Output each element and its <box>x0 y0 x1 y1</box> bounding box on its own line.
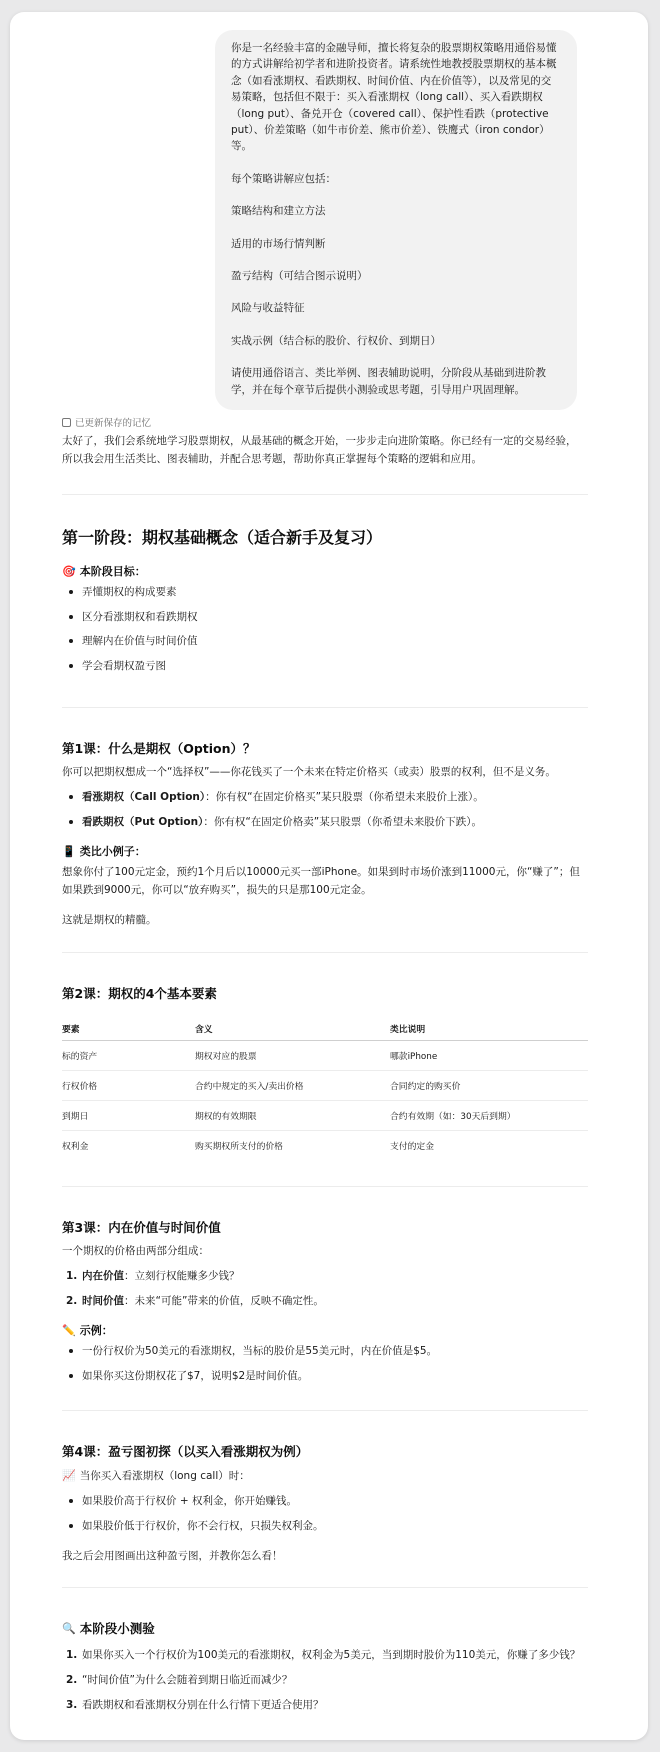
user-prompt-para: 盈亏结构（可结合图示说明） <box>231 270 368 283</box>
lesson1-text: 你可以把期权想成一个“选择权”——你花钱买了一个未来在特定价格买（或卖）股票的权利，但不是义务。 <box>62 766 556 778</box>
phone-icon: 📱 <box>62 844 76 858</box>
divider <box>62 1186 588 1187</box>
item-text: ：未来“可能”带来的价值，反映不确定性。 <box>124 1295 324 1307</box>
lesson4-closing: 我之后会用图画出这种盈亏图，并教你怎么看！ <box>62 1550 283 1562</box>
stage1-goal-heading <box>62 563 146 579</box>
table-row <box>62 1130 588 1160</box>
example-title: 示例： <box>79 1324 113 1337</box>
divider <box>62 707 588 708</box>
list-item: 学会看期权盈亏图 <box>62 657 588 682</box>
user-prompt-para: 适用的市场行情判断 <box>231 237 326 250</box>
elements-table <box>62 1018 588 1160</box>
goal-title: 本阶段目标： <box>79 565 146 578</box>
divider <box>62 952 588 953</box>
analogy-text: 想象你付了100元定金，预约1个月后以10000元买一部iPhone。如果到时市场价涨到11000元，你“赚了”；但如果跌到9000元，你可以“放弃购买”，损失的只是那100元定金。 <box>62 866 580 896</box>
memory-note-text: 已更新保存的记忆 <box>75 418 152 429</box>
table-cell: 期权对应的股票 <box>195 1040 390 1070</box>
user-prompt-para: 请使用通俗语言、类比举例、图表辅助说明，分阶段从基础到进阶教学，并在每个章节后提供小测验或思考题，引导用户巩固理解。 <box>231 367 546 396</box>
call-label: 看涨期权（Call Option） <box>82 791 206 803</box>
table-cell: 权利金 <box>62 1141 89 1152</box>
user-prompt-para: 策略结构和建立方法 <box>231 205 326 218</box>
table-row <box>62 1100 588 1130</box>
divider <box>62 1410 588 1411</box>
table-header: 要素 <box>62 1018 195 1040</box>
example-heading <box>62 1322 113 1338</box>
memory-updated-note[interactable] <box>62 415 151 429</box>
lesson4-list <box>62 1492 588 1541</box>
put-text: ：你有权“在固定价格卖”某只股票（你希望未来股价下跌）。 <box>203 815 482 828</box>
quiz-question: 如果你买入一个行权价为100美元的看涨期权，权利金为5美元，当到期时股价为110美元，你赚了多少钱？ <box>82 1649 581 1661</box>
list-item: 1. 内在价值：立刻行权能赚多少钱？ <box>66 1270 240 1282</box>
table-cell: 合同约定的购买价 <box>390 1070 588 1100</box>
table-cell: 到期日 <box>62 1100 195 1130</box>
table-cell: 行权价格 <box>62 1070 195 1100</box>
lesson1-conclusion: 这就是期权的精髓。 <box>62 914 157 926</box>
item-label: 时间价值 <box>82 1295 124 1307</box>
user-prompt-para: 每个策略讲解应包括： <box>231 172 336 185</box>
chat-window <box>10 12 648 1740</box>
quiz-question: 看跌期权和看涨期权分别在什么行情下更适合使用？ <box>82 1699 324 1711</box>
table-cell: 支付的定金 <box>390 1141 434 1152</box>
list-item: 如果你买这份期权花了$7，说明$2是时间价值。 <box>62 1367 588 1392</box>
target-icon: 🎯 <box>62 564 76 578</box>
quiz-title: 本阶段小测验 <box>79 1621 155 1636</box>
table-cell: 哪款iPhone <box>390 1040 588 1070</box>
lesson3-examples <box>62 1342 588 1391</box>
divider <box>62 1587 588 1588</box>
stage1-goals-list <box>62 583 588 681</box>
table-header-row <box>62 1018 588 1040</box>
list-item <box>62 788 588 813</box>
list-item: 3. 看跌期权和看涨期权分别在什么行情下更适合使用？ <box>66 1699 324 1711</box>
analogy-heading <box>62 843 146 859</box>
divider <box>62 494 588 495</box>
list-item: 一份行权价为50美元的看涨期权，当标的股价是55美元时，内在价值是$5。 <box>62 1342 588 1367</box>
list-item: 2. 时间价值：未来“可能”带来的价值，反映不确定性。 <box>66 1295 324 1307</box>
stage1-title: 第一阶段：期权基础概念（适合新手及复习） <box>62 528 383 547</box>
lesson4-lead: 当你买入看涨期权（long call）时： <box>79 1470 250 1482</box>
lesson1-title: 第1课：什么是期权（Option）？ <box>62 741 256 756</box>
chart-icon: 📈 <box>62 1469 76 1482</box>
user-prompt-para: 风险与收益特征 <box>231 302 305 315</box>
list-item: 1. 如果你买入一个行权价为100美元的看涨期权，权利金为5美元，当到期时股价为110美元，你赚了多少钱？ <box>66 1649 581 1661</box>
lesson1-list <box>62 788 588 837</box>
item-label: 内在价值 <box>82 1270 124 1282</box>
lesson2-title: 第2课：期权的4个基本要素 <box>62 986 217 1001</box>
lesson3-text: 一个期权的价格由两部分组成： <box>62 1245 209 1257</box>
call-text: ：你有权“在固定价格买”某只股票（你希望未来股价上涨）。 <box>205 791 484 803</box>
list-item: 如果股价高于行权价 + 权利金，你开始赚钱。 <box>62 1492 588 1517</box>
table-cell: 合约有效期（如：30天后到期） <box>390 1100 588 1130</box>
list-item: 2. “时间价值”为什么会随着到期日临近而减少？ <box>66 1674 293 1686</box>
table-cell: 购买期权所支付的价格 <box>195 1141 283 1152</box>
table-row <box>62 1070 588 1100</box>
user-prompt-para: 你是一名经验丰富的金融导师，擅长将复杂的股票期权策略用通俗易懂的方式讲解给初学者和进阶投资者。请系统性地教授股票期权的基本概念（如看涨期权、看跌期权、时间价值、内在价值等），以及常见的交易策略，包括但不限于：买入看涨期权（long call）、买入看跌期权（long put）、备兑开仓（covered call）、保护性看跌（protective put）、价差策略（如牛市价差、熊市价差）、铁鹰式（iron condor）等。 <box>231 42 557 153</box>
table-header: 含义 <box>195 1018 390 1040</box>
pencil-icon: ✏️ <box>62 1323 76 1337</box>
table-cell: 合约中规定的买入/卖出价格 <box>195 1070 390 1100</box>
magnifier-icon: 🔍 <box>62 1621 76 1635</box>
table-cell: 期权的有效期限 <box>195 1100 390 1130</box>
put-label: 看跌期权（Put Option） <box>82 815 204 828</box>
user-prompt-para: 实战示例（结合标的股价、行权价、到期日） <box>231 334 441 347</box>
quiz-list <box>62 1646 588 1721</box>
lesson4-title: 第4课：盈亏图初探（以买入看涨期权为例） <box>62 1444 309 1459</box>
lesson3-list <box>62 1267 588 1317</box>
user-message-bubble <box>215 30 577 410</box>
item-text: ：立刻行权能赚多少钱？ <box>124 1270 240 1282</box>
table-row <box>62 1040 588 1070</box>
assistant-intro: 太好了，我们会系统地学习股票期权，从最基础的概念开始，一步步走向进阶策略。你已经有一定的交易经验，所以我会用生活类比、图表辅助，并配合思考题，帮助你真正掌握每个策略的逻辑和应用。 <box>62 435 577 465</box>
list-item: 如果股价低于行权价，你不会行权，只损失权利金。 <box>62 1517 588 1542</box>
list-item <box>62 813 588 838</box>
quiz-question: “时间价值”为什么会随着到期日临近而减少？ <box>82 1674 293 1686</box>
list-item: 区分看涨期权和看跌期权 <box>62 608 588 633</box>
memory-icon <box>62 418 71 427</box>
list-item: 弄懂期权的构成要素 <box>62 583 588 608</box>
table-header: 类比说明 <box>390 1018 588 1040</box>
lesson3-title: 第3课：内在价值与时间价值 <box>62 1220 221 1235</box>
table-cell: 标的资产 <box>62 1040 195 1070</box>
lesson4-lead-row <box>62 1467 588 1485</box>
list-item: 理解内在价值与时间价值 <box>62 632 588 657</box>
quiz-heading <box>62 1619 155 1637</box>
analogy-title: 类比小例子： <box>79 845 146 858</box>
